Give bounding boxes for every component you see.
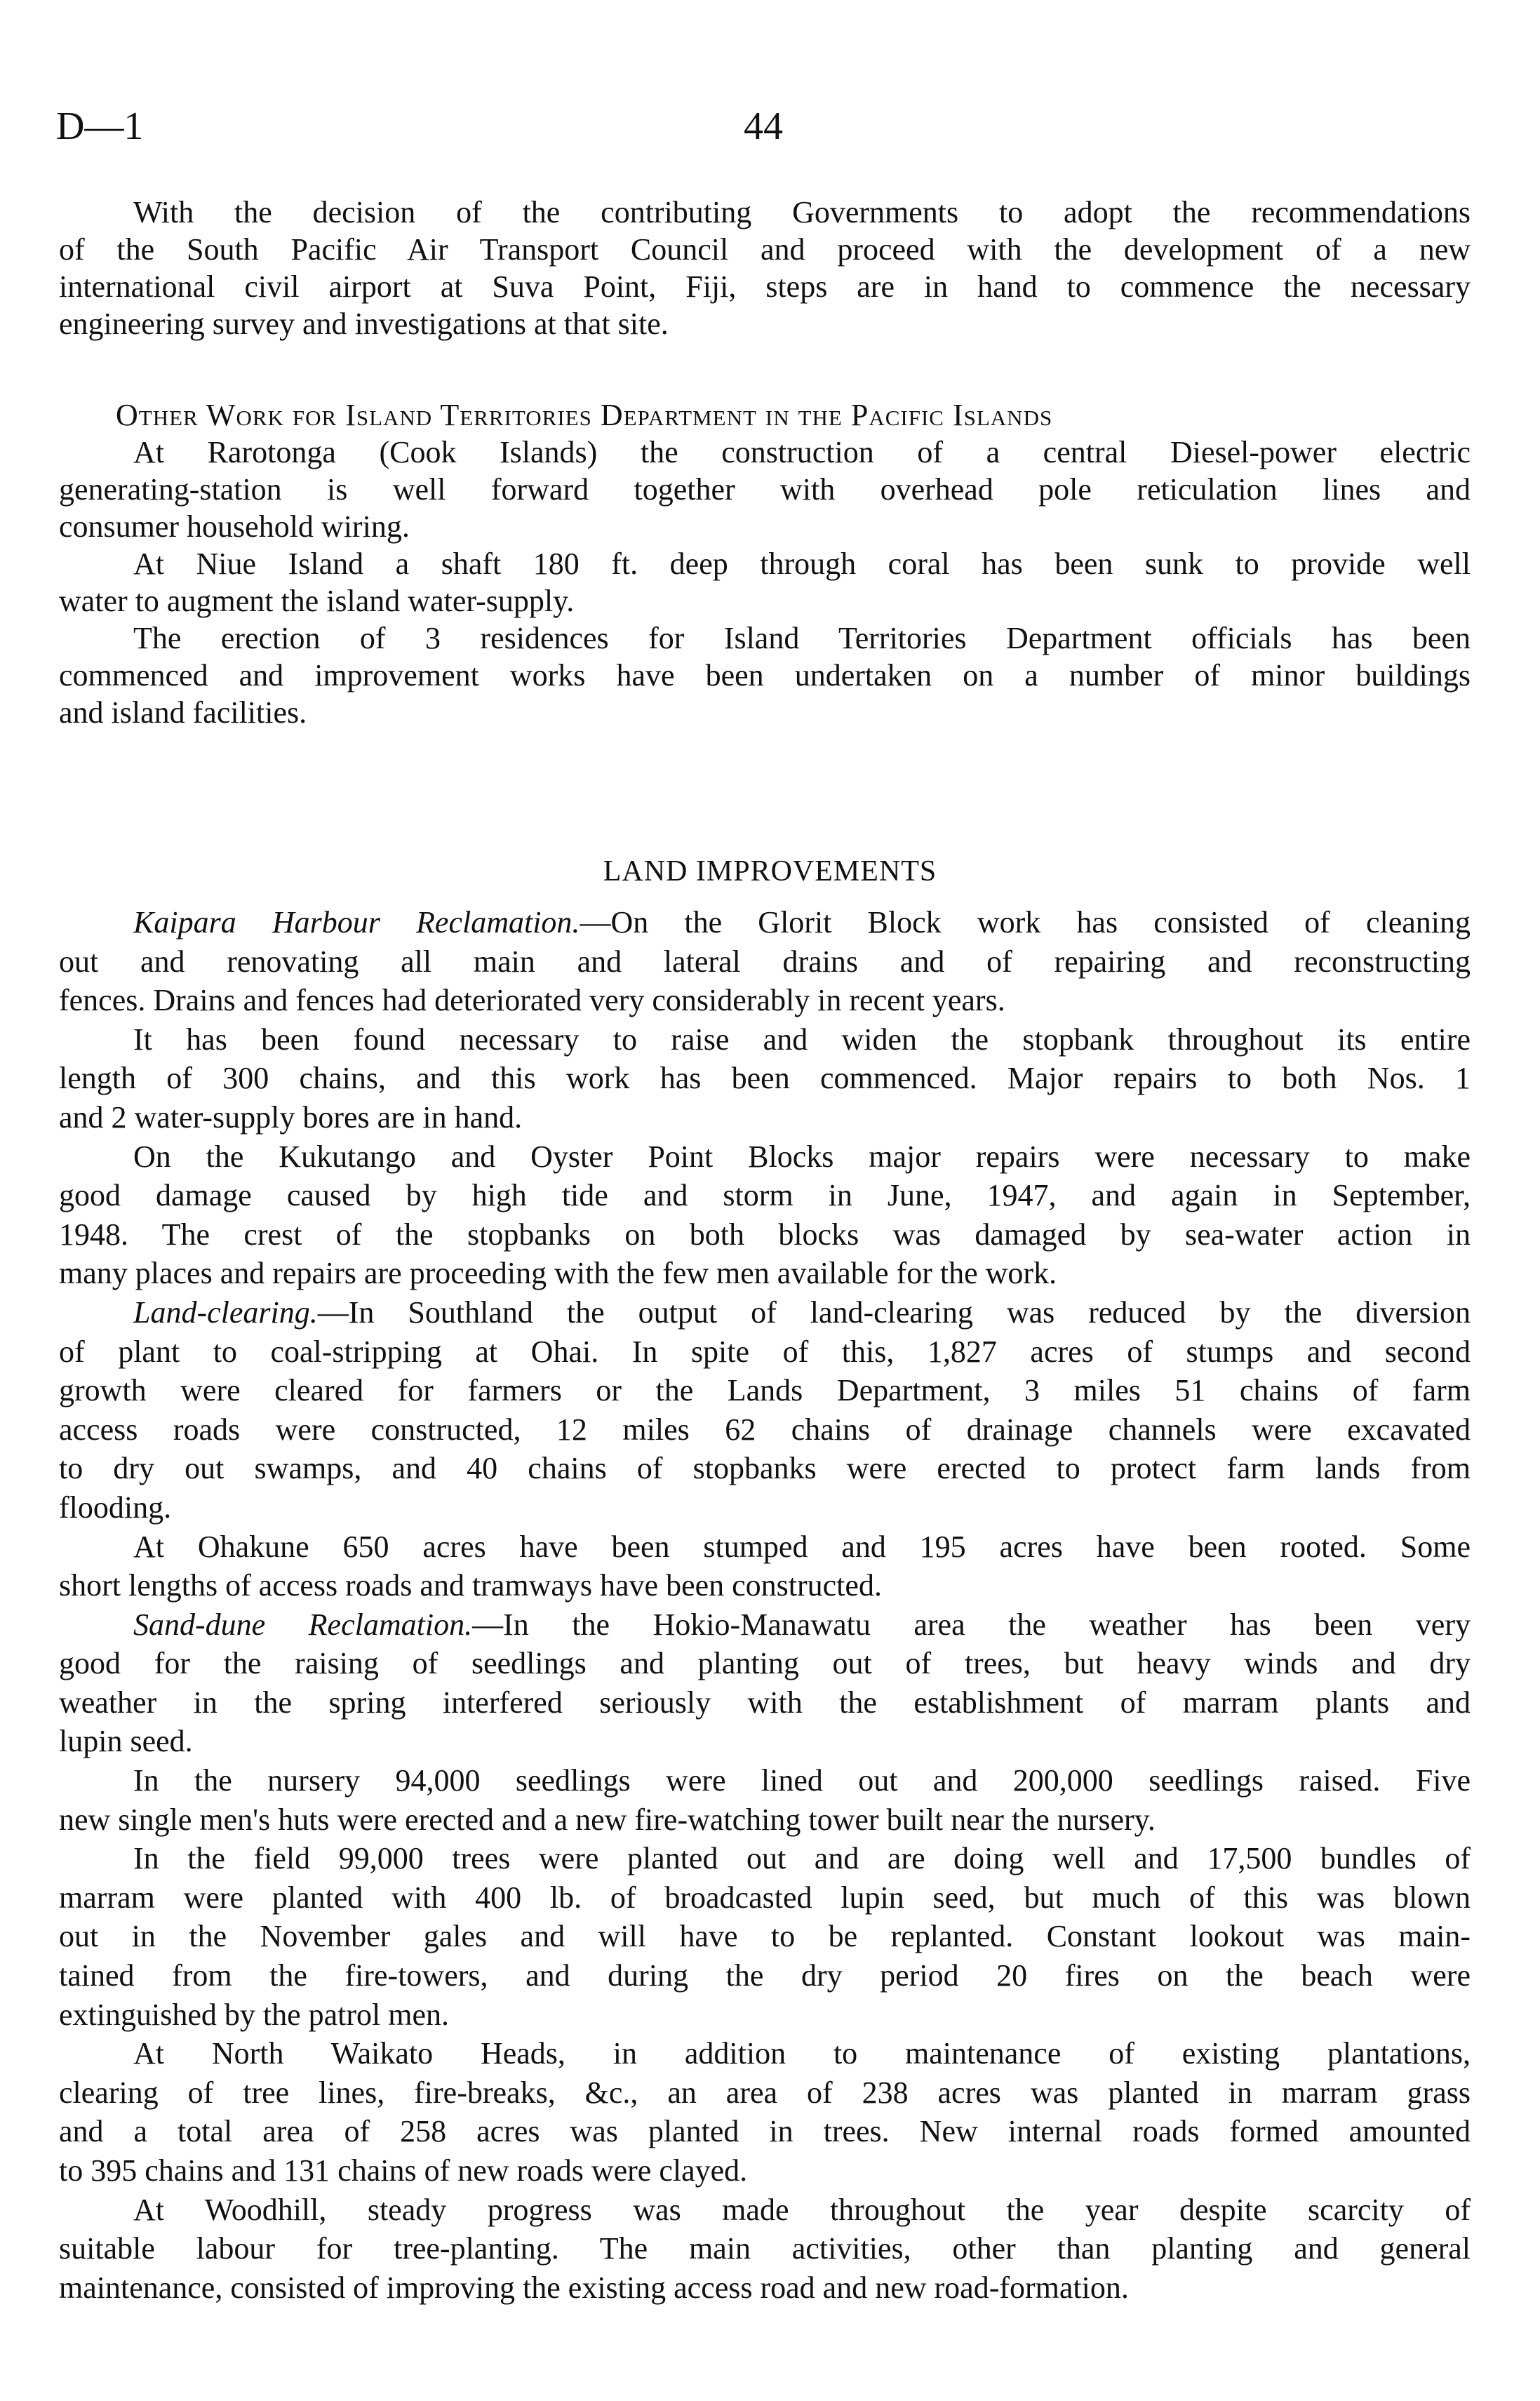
line-text: commenced and improvement works have been undertaken on a number of minor buildings — [59, 658, 1471, 693]
text-line — [59, 2191, 1471, 2230]
text-line — [59, 194, 1471, 231]
text-line — [59, 620, 1471, 657]
line-text: marram were planted with 400 lb. of broadcasted lupin seed, but much of this was blown — [59, 1880, 1471, 1915]
line-text: and a total area of 258 acres was planted in trees. New internal roads formed amounted — [59, 2114, 1471, 2149]
text-line — [59, 434, 1471, 471]
line-text: good for the raising of seedlings and planting out of trees, but heavy winds and dry — [59, 1646, 1471, 1681]
line-text: On the Kukutango and Oyster Point Blocks major repairs were necessary to make — [133, 1139, 1471, 1174]
line-text: 1948. The crest of the stopbanks on both blocks was damaged by sea-water action in — [59, 1217, 1471, 1252]
line-text: engineering survey and investigations at that site. — [59, 307, 669, 341]
text-line — [59, 508, 1471, 545]
line-text: and 2 water-supply bores are in hand. — [59, 1099, 523, 1135]
line-text: extinguished by the patrol men. — [59, 1997, 449, 2032]
paragraph — [59, 434, 1471, 545]
run-in-heading: Land-clearing. — [133, 1295, 318, 1330]
section-heading-island-territories: Other Work for Island Territories Department in the Pacific Islands — [116, 398, 1053, 432]
text-line — [59, 1449, 1471, 1488]
text-line — [59, 2229, 1471, 2268]
line-text: new single men's huts were erected and a new fire-watching tower built near the nursery. — [59, 1802, 1156, 1837]
text-line — [59, 1839, 1471, 1878]
line-text: —In Southland the output of land-clearing was reduced by the diversion — [317, 1295, 1471, 1330]
line-text: flooding. — [59, 1490, 172, 1525]
line-text: many places and repairs are proceeding with the few men available for the work. — [59, 1256, 1057, 1291]
line-text: At North Waikato Heads, in addition to maintenance of existing plantations, — [133, 2036, 1471, 2071]
line-text: consumer household wiring. — [59, 509, 410, 544]
land-improvements-paragraphs — [59, 903, 1471, 2307]
line-text: water to augment the island water-supply. — [59, 584, 575, 618]
paragraph — [59, 1020, 1471, 1137]
line-text: growth were cleared for farmers or the Lands Department, 3 miles 51 chains of farm — [59, 1373, 1471, 1408]
line-text: It has been found necessary to raise and widen the stopbank throughout its entire — [133, 1022, 1471, 1057]
line-text: and island facilities. — [59, 695, 307, 730]
line-text: generating-station is well forward together with overhead pole reticulation lines and — [59, 472, 1471, 507]
text-line — [59, 1566, 1471, 1605]
text-line — [59, 1098, 1471, 1137]
line-text: clearing of tree lines, fire-breaks, &c., an area of 238 acres was planted in marram grass — [59, 2075, 1471, 2110]
text-line — [59, 1137, 1471, 1177]
run-in-heading: Sand-dune Reclamation. — [133, 1607, 473, 1642]
text-line — [59, 2151, 1471, 2191]
paragraph — [59, 1605, 1471, 1761]
text-line — [59, 1176, 1471, 1215]
text-line — [59, 2073, 1471, 2113]
text-line — [59, 1878, 1471, 1918]
line-text: fences. Drains and fences had deteriorated very considerably in recent years. — [59, 983, 1005, 1018]
text-line — [59, 1059, 1471, 1098]
paragraph — [59, 903, 1471, 1020]
line-text: access roads were constructed, 12 miles 62 chains of drainage channels were excavated — [59, 1412, 1471, 1447]
line-text: of plant to coal-stripping at Ohai. In spite of this, 1,827 acres of stumps and second — [59, 1334, 1471, 1369]
paragraph — [59, 1293, 1471, 1527]
line-text: out in the November gales and will have to be replanted. Constant lookout was main- — [59, 1919, 1471, 1954]
text-line — [59, 1254, 1471, 1293]
text-line — [59, 1332, 1471, 1372]
line-text: At Ohakune 650 acres have been stumped and 195 acres have been rooted. Some — [133, 1529, 1471, 1564]
line-text: suitable labour for tree-planting. The main activities, other than planting and general — [59, 2231, 1471, 2266]
text-line — [59, 582, 1471, 620]
line-text: At Woodhill, steady progress was made throughout the year despite scarcity of — [133, 2192, 1471, 2227]
text-line — [59, 1605, 1471, 1645]
line-text: short lengths of access roads and tramways have been constructed. — [59, 1568, 882, 1603]
line-text: of the South Pacific Air Transport Council and proceed with the development of a new — [59, 232, 1471, 267]
line-text: At Rarotonga (Cook Islands) the construction of a central Diesel-power electric — [133, 435, 1471, 469]
text-line — [59, 1410, 1471, 1450]
text-line — [59, 1215, 1471, 1255]
text-line — [59, 1644, 1471, 1683]
text-line — [59, 2112, 1471, 2151]
text-line — [59, 942, 1471, 982]
text-line — [59, 1488, 1471, 1527]
line-text: out and renovating all main and lateral drains and of repairing and reconstructing — [59, 944, 1471, 979]
section-heading-land-improvements: LAND IMPROVEMENTS — [603, 855, 937, 888]
text-line — [59, 1761, 1471, 1800]
line-text: to dry out swamps, and 40 chains of stopbanks were erected to protect farm lands from — [59, 1451, 1471, 1486]
text-line — [59, 1293, 1471, 1332]
line-text: maintenance, consisted of improving the existing access road and new road-formation. — [59, 2270, 1129, 2305]
paragraph — [59, 1137, 1471, 1293]
line-text: In the nursery 94,000 seedlings were lined out and 200,000 seedlings raised. Five — [133, 1763, 1471, 1798]
island-territories-paragraphs — [59, 434, 1471, 731]
text-line — [59, 1020, 1471, 1059]
line-text: tained from the fire-towers, and during the dry period 20 fires on the beach were — [59, 1958, 1471, 1993]
line-text: At Niue Island a shaft 180 ft. deep through coral has been sunk to provide well — [133, 547, 1471, 581]
document-code: D—1 — [56, 105, 144, 148]
paragraph — [59, 1761, 1471, 1839]
line-text: lupin seed. — [59, 1724, 193, 1759]
text-line — [59, 545, 1471, 582]
text-line — [59, 231, 1471, 268]
text-line — [59, 268, 1471, 305]
paragraph — [59, 194, 1471, 342]
text-line — [59, 1527, 1471, 1567]
paragraph — [59, 2191, 1471, 2308]
text-line — [59, 657, 1471, 694]
line-text: weather in the spring interfered seriously with the establishment of marram plants and — [59, 1685, 1471, 1720]
text-line — [59, 1683, 1471, 1723]
text-line — [59, 694, 1471, 731]
line-text: The erection of 3 residences for Island Territories Department officials has been — [133, 621, 1471, 655]
line-text: —On the Glorit Block work has consisted of cleaning — [580, 905, 1471, 939]
text-line — [59, 2268, 1471, 2308]
text-line — [59, 1956, 1471, 1995]
line-text: —In the Hokio-Manawatu area the weather has been very — [472, 1607, 1471, 1642]
text-line — [59, 1800, 1471, 1840]
text-line — [59, 1371, 1471, 1410]
paragraph — [59, 2034, 1471, 2190]
text-line — [59, 305, 1471, 342]
paragraph — [59, 620, 1471, 731]
text-line — [59, 1995, 1471, 2035]
text-line — [59, 1722, 1471, 1761]
paragraph — [59, 1527, 1471, 1605]
text-line — [59, 2034, 1471, 2073]
intro-paragraphs — [59, 194, 1471, 342]
line-text: With the decision of the contributing Governments to adopt the recommendations — [133, 195, 1471, 229]
text-line — [59, 1917, 1471, 1956]
page-number: 44 — [744, 105, 783, 148]
text-line — [59, 471, 1471, 508]
paragraph — [59, 1839, 1471, 2034]
line-text: good damage caused by high tide and storm in June, 1947, and again in September, — [59, 1178, 1471, 1213]
text-line — [59, 981, 1471, 1020]
text-line — [59, 903, 1471, 942]
paragraph — [59, 545, 1471, 620]
line-text: international civil airport at Suva Point, Fiji, steps are in hand to commence the necessary — [59, 269, 1471, 304]
line-text: length of 300 chains, and this work has been commenced. Major repairs to both Nos. 1 — [59, 1061, 1471, 1096]
run-in-heading: Kaipara Harbour Reclamation. — [133, 905, 580, 939]
line-text: In the field 99,000 trees were planted out and are doing well and 17,500 bundles of — [133, 1841, 1471, 1876]
line-text: to 395 chains and 131 chains of new roads were clayed. — [59, 2153, 748, 2188]
